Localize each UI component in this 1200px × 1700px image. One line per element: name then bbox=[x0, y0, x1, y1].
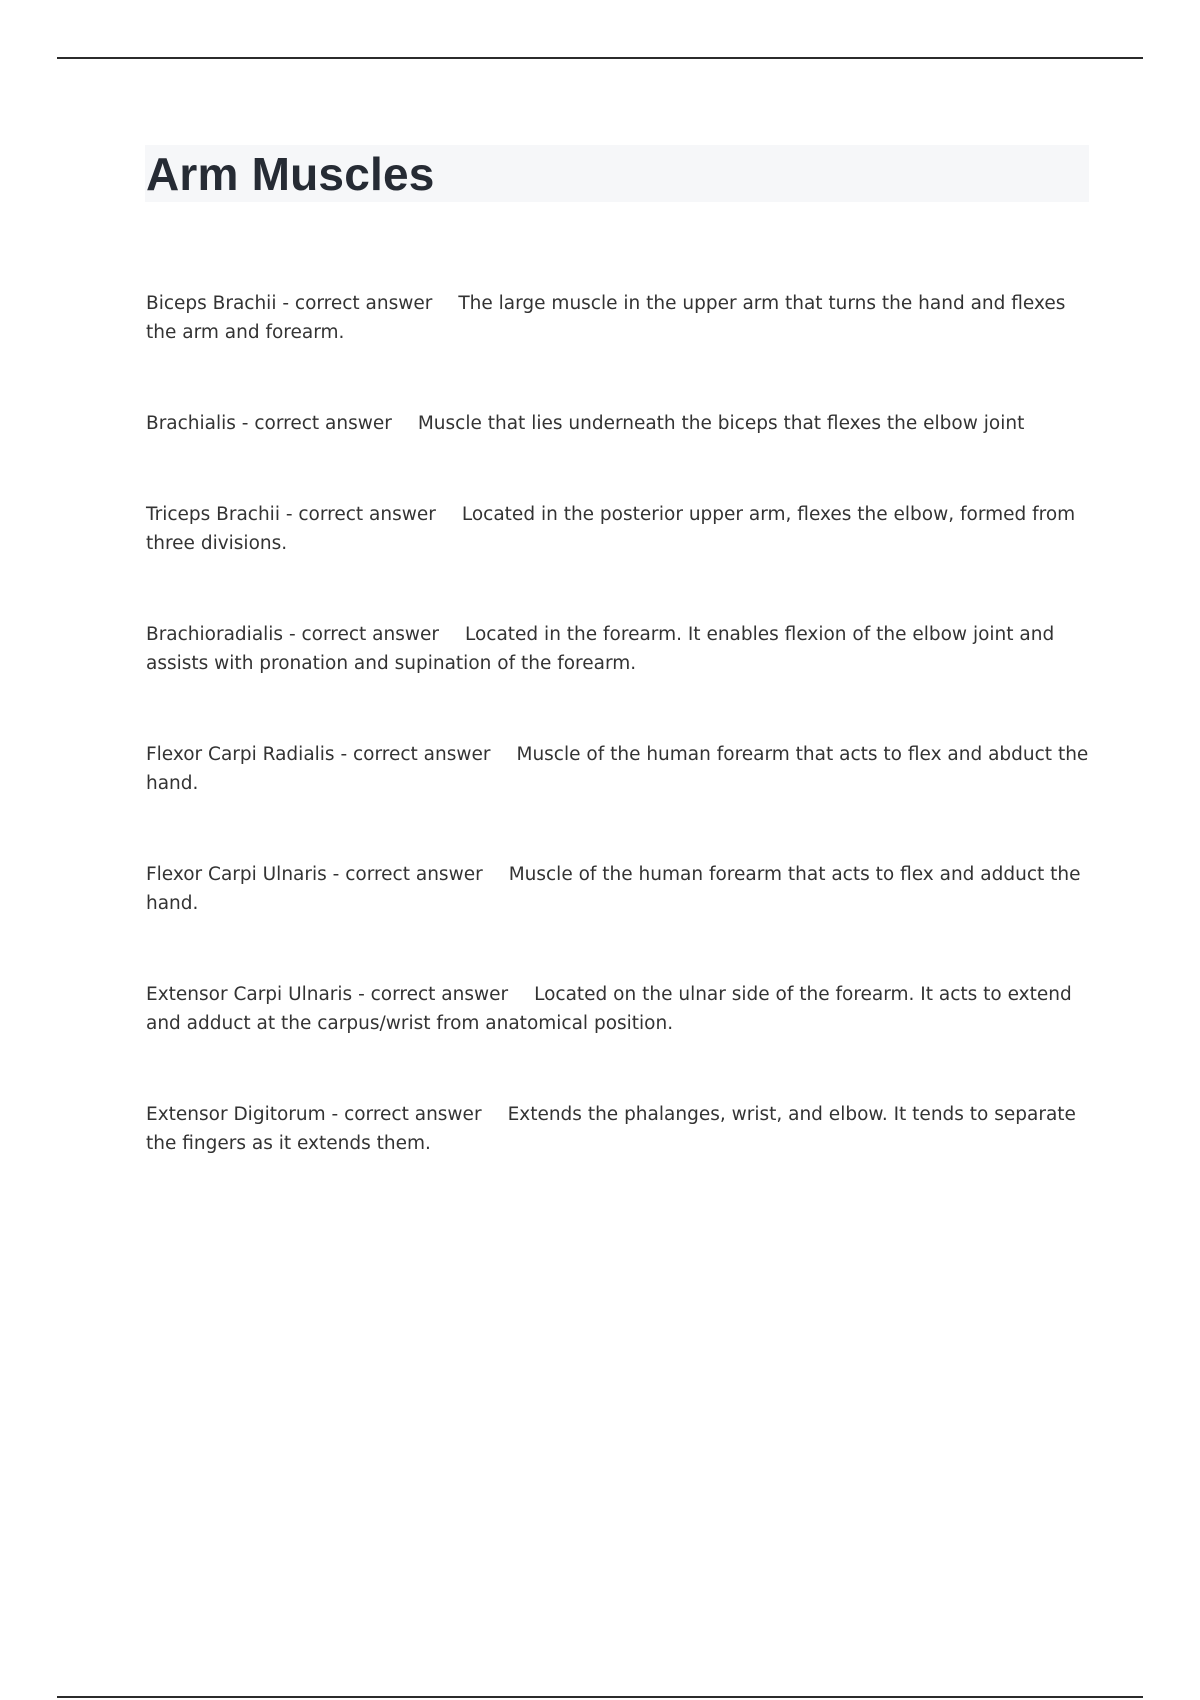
card-term: Flexor Carpi Ulnaris - correct answer bbox=[146, 864, 483, 885]
card-definition: Extends the phalanges, wrist, and elbow. It tends to separate the fingers as it extends them. bbox=[146, 1104, 1076, 1154]
flashcard-biceps-brachii bbox=[146, 289, 1090, 347]
flashcard-flexor-carpi-ulnaris bbox=[146, 860, 1090, 918]
top-rule bbox=[57, 57, 1143, 59]
flashcard-brachialis bbox=[146, 409, 1090, 438]
card-definition: The large muscle in the upper arm that turns the hand and flexes the arm and forearm. bbox=[146, 293, 1066, 343]
card-definition: Muscle that lies underneath the biceps that flexes the elbow joint bbox=[417, 413, 1025, 434]
card-term: Triceps Brachii - correct answer bbox=[146, 504, 436, 525]
card-definition: Located in the posterior upper arm, flexes the elbow, formed from three divisions. bbox=[146, 504, 1076, 554]
flashcard-list bbox=[146, 289, 1090, 1220]
flashcard-triceps-brachii bbox=[146, 500, 1090, 558]
card-term: Extensor Carpi Ulnaris - correct answer bbox=[146, 984, 509, 1005]
flashcard-extensor-digitorum bbox=[146, 1100, 1090, 1158]
card-definition: Muscle of the human forearm that acts to flex and adduct the hand. bbox=[146, 864, 1081, 914]
card-definition: Located in the forearm. It enables flexion of the elbow joint and assists with pronation and supination of the forearm. bbox=[146, 624, 1055, 674]
card-term: Flexor Carpi Radialis - correct answer bbox=[146, 744, 491, 765]
card-term: Biceps Brachii - correct answer bbox=[146, 293, 433, 314]
card-term: Extensor Digitorum - correct answer bbox=[146, 1104, 482, 1125]
card-term: Brachioradialis - correct answer bbox=[146, 624, 439, 645]
flashcard-flexor-carpi-radialis bbox=[146, 740, 1090, 798]
card-term: Brachialis - correct answer bbox=[146, 413, 392, 434]
card-definition: Muscle of the human forearm that acts to flex and abduct the hand. bbox=[146, 744, 1089, 794]
flashcard-extensor-carpi-ulnaris bbox=[146, 980, 1090, 1038]
bottom-rule bbox=[57, 1696, 1143, 1698]
card-definition: Located on the ulnar side of the forearm. It acts to extend and adduct at the carpus/wrist from anatomical position. bbox=[146, 984, 1072, 1034]
page-title: Arm Muscles bbox=[146, 148, 435, 200]
flashcard-brachioradialis bbox=[146, 620, 1090, 678]
